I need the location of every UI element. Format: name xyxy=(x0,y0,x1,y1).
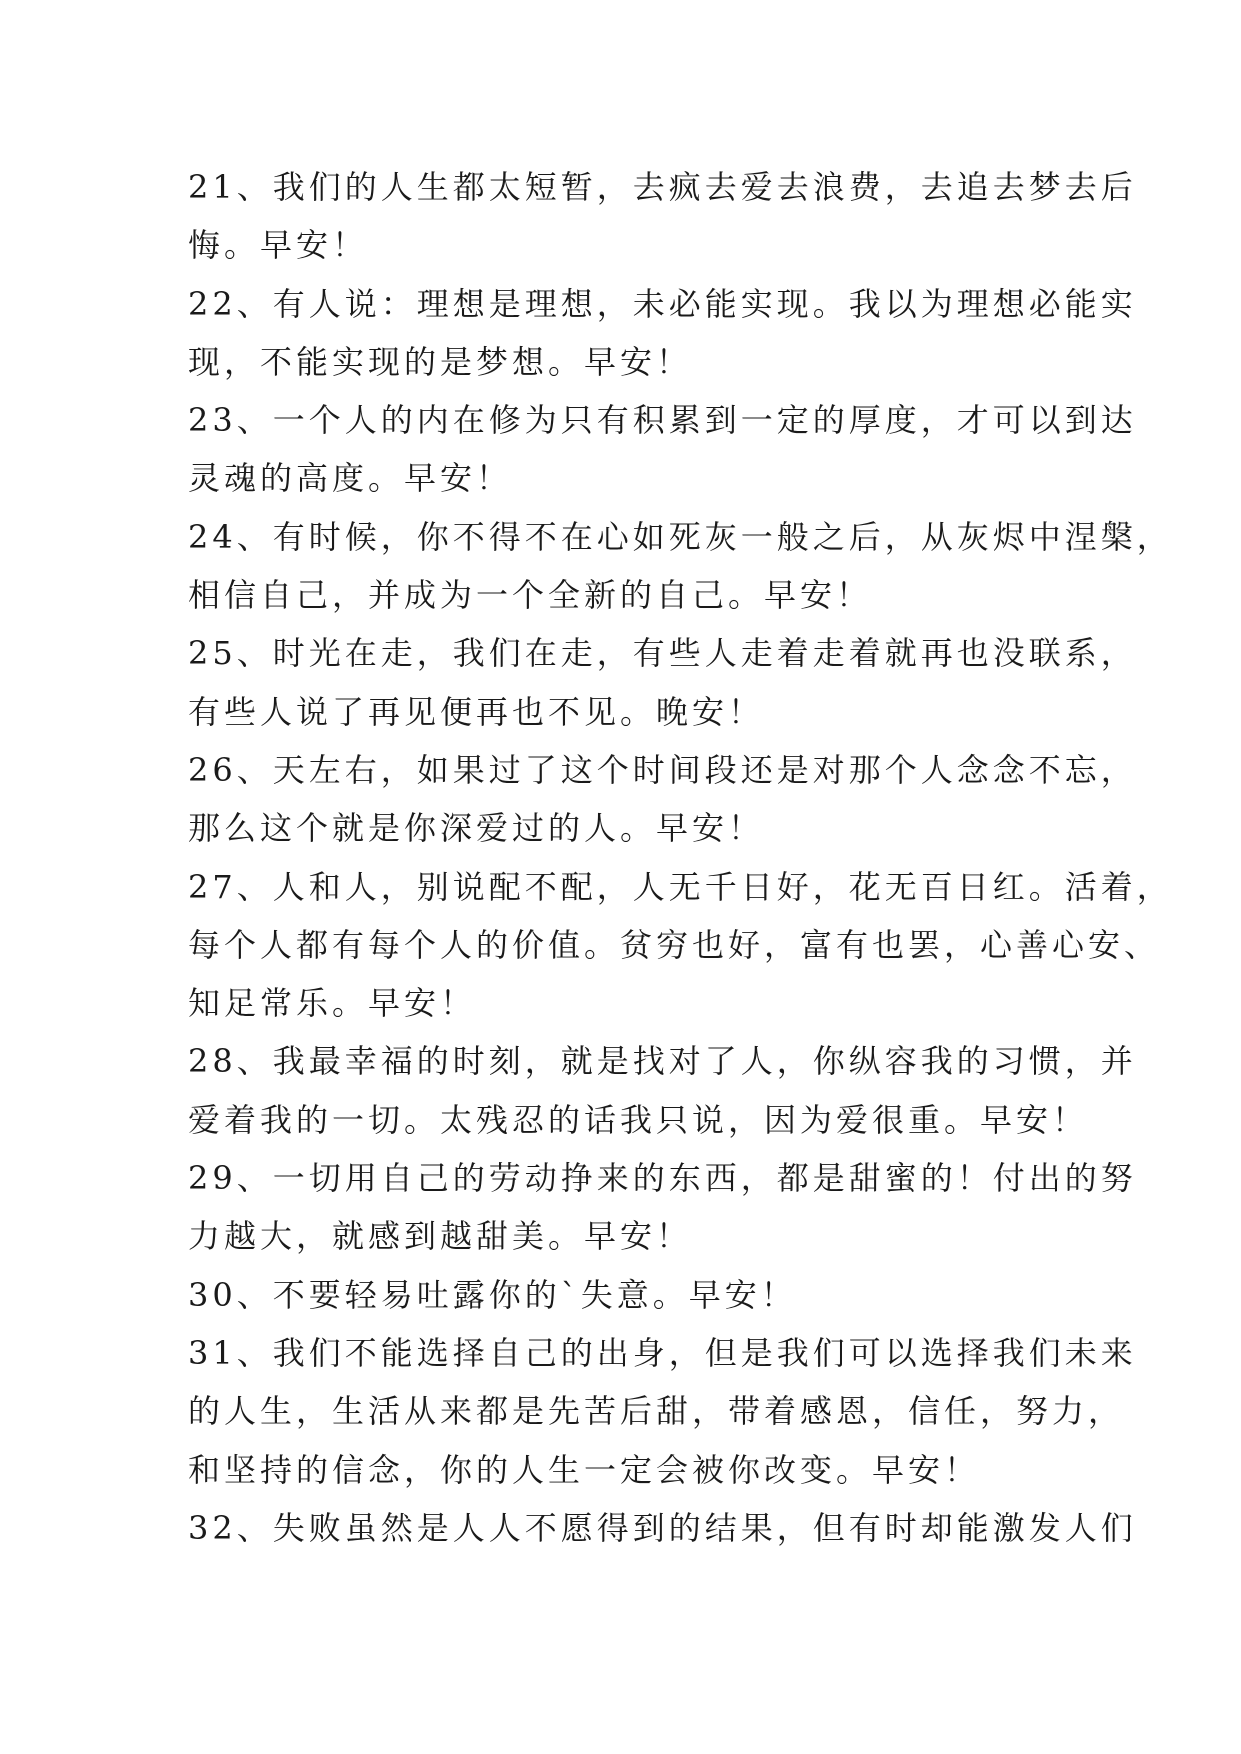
text-line: 30、不要轻易吐露你的`失意。早安！ xyxy=(188,1275,797,1314)
text-line: 29、一切用自己的劳动挣来的东西，都是甜蜜的！付出的努 xyxy=(188,1159,1137,1198)
text-line: 22、有人说：理想是理想，未必能实现。我以为理想必能实 xyxy=(188,284,1137,323)
text-line: 爱着我的一切。太残忍的话我只说，因为爱很重。早安！ xyxy=(188,1100,1089,1139)
text-line: 28、我最幸福的时刻，就是找对了人，你纵容我的习惯，并 xyxy=(188,1042,1137,1081)
text-line: 和坚持的信念，你的人生一定会被你改变。早安！ xyxy=(188,1450,981,1489)
text-line: 现，不能实现的是梦想。早安！ xyxy=(188,342,693,381)
text-line: 悔。早安！ xyxy=(188,226,369,265)
text-line: 23、一个人的内在修为只有积累到一定的厚度，才可以到达 xyxy=(188,401,1137,440)
text-line: 21、我们的人生都太短暂，去疯去爱去浪费，去追去梦去后 xyxy=(188,168,1137,206)
text-line: 26、天左右，如果过了这个时间段还是对那个人念念不忘， xyxy=(188,750,1137,789)
document-body xyxy=(188,158,1173,1557)
text-line: 有些人说了再见便再也不见。晚安！ xyxy=(188,692,765,731)
text-line: 27、人和人，别说配不配，人无千日好，花无百日红。活着， xyxy=(188,867,1173,906)
text-line: 相信自己，并成为一个全新的自己。早安！ xyxy=(188,576,873,615)
text-line: 那么这个就是你深爱过的人。早安！ xyxy=(188,809,765,848)
text-line: 每个人都有每个人的价值。贫穷也好，富有也罢，心善心安、 xyxy=(188,925,1161,964)
text-line: 灵魂的高度。早安！ xyxy=(188,459,513,498)
text-line: 31、我们不能选择自己的出身，但是我们可以选择我们未来 xyxy=(188,1333,1137,1372)
text-line: 24、有时候，你不得不在心如死灰一般之后，从灰烬中涅槃， xyxy=(188,517,1173,556)
text-line: 力越大，就感到越甜美。早安！ xyxy=(188,1217,693,1256)
text-line: 知足常乐。早安！ xyxy=(188,984,477,1023)
text-line: 的人生，生活从来都是先苦后甜，带着感恩，信任，努力， xyxy=(188,1392,1125,1431)
text-line: 25、时光在走，我们在走，有些人走着走着就再也没联系， xyxy=(188,634,1137,673)
text-line: 32、失败虽然是人人不愿得到的结果，但有时却能激发人们 xyxy=(188,1508,1137,1547)
